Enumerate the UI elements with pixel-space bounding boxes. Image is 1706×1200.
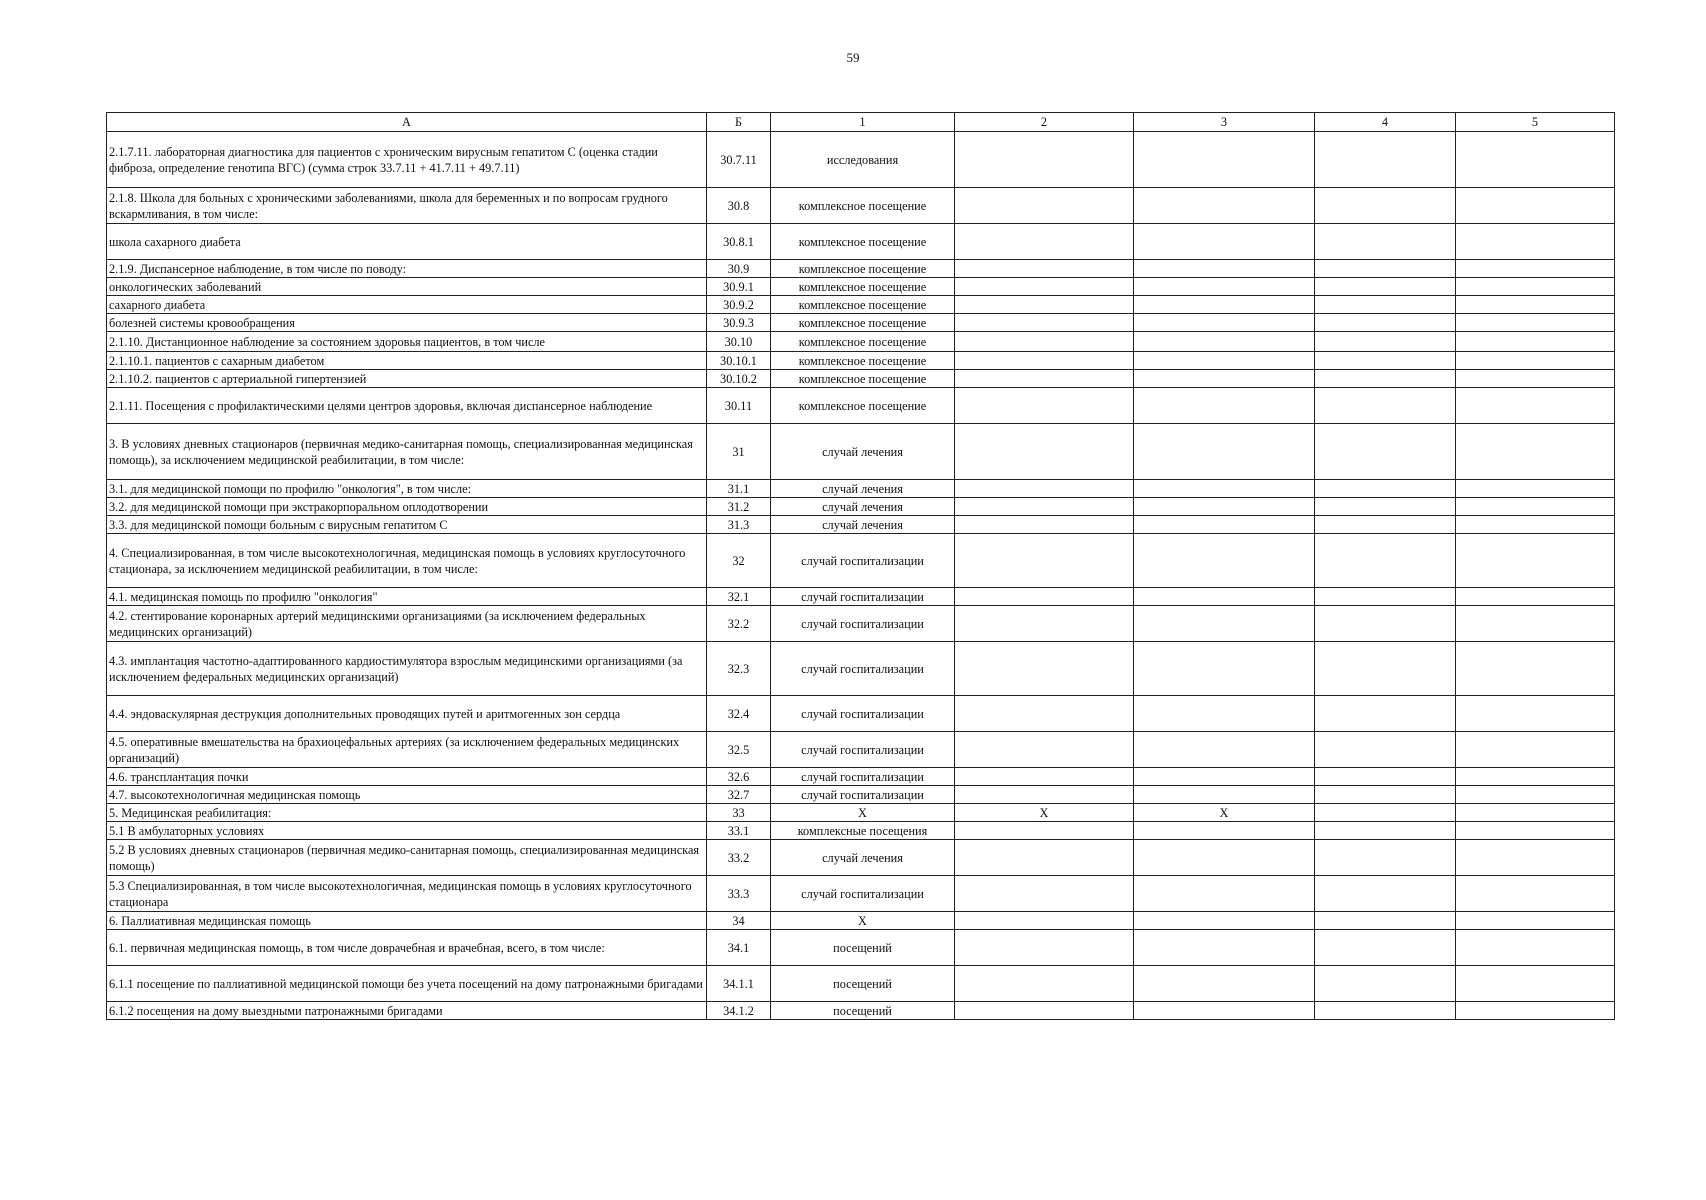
cell-col-5 (1456, 822, 1615, 840)
cell-name: 5.1 В амбулаторных условиях (107, 822, 707, 840)
cell-col-2 (955, 332, 1134, 352)
table-row (107, 498, 1615, 516)
cell-col-3: X (1134, 804, 1315, 822)
table-row (107, 388, 1615, 424)
cell-col-2 (955, 840, 1134, 876)
table-row (107, 480, 1615, 498)
cell-code: 30.8.1 (707, 224, 771, 260)
cell-name: 2.1.10. Дистанционное наблюдение за состоянием здоровья пациентов, в том числе (107, 332, 707, 352)
cell-name: 4.3. имплантация частотно-адаптированного кардиостимулятора взрослым медицинскими организациями (за исключением федеральных медицинских организаций) (107, 642, 707, 696)
cell-name: 2.1.10.2. пациентов с артериальной гипертензией (107, 370, 707, 388)
cell-col-5 (1456, 188, 1615, 224)
cell-col-2 (955, 480, 1134, 498)
cell-name: 4.4. эндоваскулярная деструкция дополнительных проводящих путей и аритмогенных зон сердца (107, 696, 707, 732)
cell-col-5 (1456, 314, 1615, 332)
cell-name: 4.2. стентирование коронарных артерий медицинскими организациями (за исключением федеральных медицинских организаций) (107, 606, 707, 642)
cell-name: 6.1.1 посещение по паллиативной медицинской помощи без учета посещений на дому патронажными бригадами (107, 966, 707, 1002)
cell-code: 30.7.11 (707, 132, 771, 188)
cell-col-4 (1315, 188, 1456, 224)
cell-name: 4.6. трансплантация почки (107, 768, 707, 786)
cell-col-3 (1134, 352, 1315, 370)
cell-col-2 (955, 260, 1134, 278)
cell-unit: случай госпитализации (771, 768, 955, 786)
table-row (107, 278, 1615, 296)
table-row (107, 314, 1615, 332)
cell-col-3 (1134, 224, 1315, 260)
cell-name: 3.1. для медицинской помощи по профилю "онкология", в том числе: (107, 480, 707, 498)
cell-name: болезней системы кровообращения (107, 314, 707, 332)
cell-col-4 (1315, 912, 1456, 930)
cell-unit: случай госпитализации (771, 534, 955, 588)
cell-col-3 (1134, 332, 1315, 352)
cell-col-4 (1315, 260, 1456, 278)
cell-name: 5.2 В условиях дневных стационаров (первичная медико-санитарная помощь, специализированная медицинская помощь) (107, 840, 707, 876)
cell-col-5 (1456, 370, 1615, 388)
cell-col-3 (1134, 696, 1315, 732)
cell-code: 33 (707, 804, 771, 822)
cell-col-2 (955, 642, 1134, 696)
cell-unit: комплексное посещение (771, 188, 955, 224)
cell-unit: случай госпитализации (771, 588, 955, 606)
cell-col-5 (1456, 642, 1615, 696)
table-row (107, 332, 1615, 352)
cell-col-2 (955, 498, 1134, 516)
table-row (107, 260, 1615, 278)
header-col-2: 2 (955, 113, 1134, 132)
cell-col-4 (1315, 278, 1456, 296)
cell-col-3 (1134, 534, 1315, 588)
cell-col-3 (1134, 480, 1315, 498)
cell-unit: посещений (771, 966, 955, 1002)
cell-col-4 (1315, 132, 1456, 188)
cell-name: 2.1.8. Школа для больных с хроническими заболеваниями, школа для беременных и по вопросам грудного вскармливания, в том числе: (107, 188, 707, 224)
cell-unit: случай лечения (771, 424, 955, 480)
cell-col-2 (955, 930, 1134, 966)
cell-col-4 (1315, 498, 1456, 516)
cell-unit: комплексное посещение (771, 278, 955, 296)
cell-col-5 (1456, 696, 1615, 732)
cell-col-4 (1315, 1002, 1456, 1020)
cell-col-4 (1315, 642, 1456, 696)
cell-col-5 (1456, 786, 1615, 804)
cell-col-5 (1456, 132, 1615, 188)
cell-name: 2.1.7.11. лабораторная диагностика для пациентов с хроническим вирусным гепатитом С (оценка стадии фиброза, определение генотипа ВГС) (сумма строк 33.7.11 + 41.7.11 + 49.7.11) (107, 132, 707, 188)
cell-unit: комплексное посещение (771, 224, 955, 260)
cell-code: 32.5 (707, 732, 771, 768)
cell-col-2: X (955, 804, 1134, 822)
cell-col-2 (955, 516, 1134, 534)
cell-unit: комплексное посещение (771, 260, 955, 278)
header-col-a: А (107, 113, 707, 132)
cell-name: 3.3. для медицинской помощи больным с вирусным гепатитом С (107, 516, 707, 534)
cell-col-4 (1315, 768, 1456, 786)
table-row (107, 840, 1615, 876)
cell-code: 30.9.1 (707, 278, 771, 296)
cell-col-3 (1134, 930, 1315, 966)
cell-unit: комплексное посещение (771, 296, 955, 314)
cell-col-2 (955, 822, 1134, 840)
cell-col-3 (1134, 588, 1315, 606)
cell-col-2 (955, 534, 1134, 588)
cell-code: 30.9.3 (707, 314, 771, 332)
cell-code: 30.8 (707, 188, 771, 224)
page-number: 59 (846, 50, 860, 65)
cell-col-2 (955, 188, 1134, 224)
table-body (107, 132, 1615, 1020)
table-row (107, 606, 1615, 642)
cell-unit: случай госпитализации (771, 696, 955, 732)
cell-name: школа сахарного диабета (107, 224, 707, 260)
cell-unit: случай лечения (771, 480, 955, 498)
cell-code: 33.2 (707, 840, 771, 876)
cell-code: 30.10.1 (707, 352, 771, 370)
header-col-b: Б (707, 113, 771, 132)
header-col-4: 4 (1315, 113, 1456, 132)
cell-name: 2.1.10.1. пациентов с сахарным диабетом (107, 352, 707, 370)
cell-col-4 (1315, 388, 1456, 424)
cell-col-2 (955, 388, 1134, 424)
table-row (107, 424, 1615, 480)
cell-col-4 (1315, 296, 1456, 314)
cell-name: 5. Медицинская реабилитация: (107, 804, 707, 822)
cell-col-3 (1134, 768, 1315, 786)
cell-col-3 (1134, 966, 1315, 1002)
report-table (106, 112, 1615, 1020)
table-row (107, 534, 1615, 588)
cell-name: 6.1.2 посещения на дому выездными патронажными бригадами (107, 1002, 707, 1020)
cell-unit: X (771, 912, 955, 930)
cell-col-4 (1315, 332, 1456, 352)
cell-code: 32.6 (707, 768, 771, 786)
cell-col-5 (1456, 588, 1615, 606)
cell-col-2 (955, 278, 1134, 296)
cell-col-5 (1456, 278, 1615, 296)
cell-code: 30.9.2 (707, 296, 771, 314)
cell-col-4 (1315, 480, 1456, 498)
cell-name: 4.7. высокотехнологичная медицинская помощь (107, 786, 707, 804)
cell-col-3 (1134, 132, 1315, 188)
cell-name: онкологических заболеваний (107, 278, 707, 296)
table-row (107, 516, 1615, 534)
cell-code: 34 (707, 912, 771, 930)
cell-code: 32.2 (707, 606, 771, 642)
cell-col-4 (1315, 224, 1456, 260)
cell-col-5 (1456, 332, 1615, 352)
cell-col-5 (1456, 732, 1615, 768)
header-col-5: 5 (1456, 113, 1615, 132)
cell-col-4 (1315, 588, 1456, 606)
cell-code: 34.1 (707, 930, 771, 966)
cell-col-5 (1456, 424, 1615, 480)
table-row (107, 132, 1615, 188)
cell-col-5 (1456, 876, 1615, 912)
cell-name: сахарного диабета (107, 296, 707, 314)
cell-col-2 (955, 768, 1134, 786)
cell-col-4 (1315, 606, 1456, 642)
cell-col-2 (955, 876, 1134, 912)
cell-code: 31.1 (707, 480, 771, 498)
cell-code: 30.9 (707, 260, 771, 278)
cell-unit: случай госпитализации (771, 876, 955, 912)
cell-unit: случай госпитализации (771, 606, 955, 642)
cell-col-2 (955, 224, 1134, 260)
cell-code: 31.2 (707, 498, 771, 516)
cell-code: 34.1.1 (707, 966, 771, 1002)
table-row (107, 768, 1615, 786)
cell-code: 31 (707, 424, 771, 480)
cell-col-5 (1456, 388, 1615, 424)
cell-col-2 (955, 370, 1134, 388)
cell-col-3 (1134, 732, 1315, 768)
table-row (107, 804, 1615, 822)
cell-code: 32 (707, 534, 771, 588)
cell-code: 32.4 (707, 696, 771, 732)
cell-col-2 (955, 966, 1134, 1002)
table-row (107, 224, 1615, 260)
cell-col-2 (955, 606, 1134, 642)
table-row (107, 966, 1615, 1002)
cell-unit: комплексное посещение (771, 388, 955, 424)
cell-unit: исследования (771, 132, 955, 188)
cell-unit: посещений (771, 930, 955, 966)
table-row (107, 188, 1615, 224)
cell-col-3 (1134, 822, 1315, 840)
cell-col-5 (1456, 606, 1615, 642)
cell-unit: X (771, 804, 955, 822)
cell-col-3 (1134, 606, 1315, 642)
cell-col-5 (1456, 498, 1615, 516)
cell-unit: случай госпитализации (771, 732, 955, 768)
cell-col-2 (955, 424, 1134, 480)
cell-code: 31.3 (707, 516, 771, 534)
table-row (107, 732, 1615, 768)
cell-col-3 (1134, 1002, 1315, 1020)
cell-unit: случай лечения (771, 840, 955, 876)
cell-col-2 (955, 912, 1134, 930)
cell-col-4 (1315, 930, 1456, 966)
table-row (107, 1002, 1615, 1020)
cell-col-3 (1134, 786, 1315, 804)
cell-col-3 (1134, 498, 1315, 516)
cell-name: 2.1.11. Посещения с профилактическими целями центров здоровья, включая диспансерное наблюдение (107, 388, 707, 424)
table-row (107, 642, 1615, 696)
cell-col-2 (955, 296, 1134, 314)
cell-col-5 (1456, 352, 1615, 370)
cell-name: 3.2. для медицинской помощи при экстракорпоральном оплодотворении (107, 498, 707, 516)
table-row (107, 588, 1615, 606)
cell-col-4 (1315, 516, 1456, 534)
cell-col-4 (1315, 370, 1456, 388)
cell-col-4 (1315, 424, 1456, 480)
cell-col-5 (1456, 224, 1615, 260)
cell-code: 30.11 (707, 388, 771, 424)
cell-col-3 (1134, 642, 1315, 696)
cell-col-3 (1134, 260, 1315, 278)
table-row (107, 822, 1615, 840)
cell-unit: комплексные посещения (771, 822, 955, 840)
cell-col-5 (1456, 260, 1615, 278)
cell-code: 32.3 (707, 642, 771, 696)
cell-col-3 (1134, 388, 1315, 424)
cell-col-4 (1315, 876, 1456, 912)
cell-code: 34.1.2 (707, 1002, 771, 1020)
cell-col-3 (1134, 876, 1315, 912)
cell-col-2 (955, 786, 1134, 804)
cell-col-4 (1315, 314, 1456, 332)
table-row (107, 296, 1615, 314)
cell-col-5 (1456, 804, 1615, 822)
cell-col-4 (1315, 966, 1456, 1002)
cell-col-4 (1315, 696, 1456, 732)
cell-col-4 (1315, 822, 1456, 840)
cell-col-5 (1456, 480, 1615, 498)
cell-name: 4.1. медицинская помощь по профилю "онкология" (107, 588, 707, 606)
cell-col-5 (1456, 296, 1615, 314)
cell-col-5 (1456, 534, 1615, 588)
cell-col-3 (1134, 516, 1315, 534)
cell-col-5 (1456, 1002, 1615, 1020)
cell-col-2 (955, 696, 1134, 732)
cell-col-3 (1134, 370, 1315, 388)
cell-col-3 (1134, 314, 1315, 332)
cell-code: 32.7 (707, 786, 771, 804)
cell-col-3 (1134, 188, 1315, 224)
cell-name: 5.3 Специализированная, в том числе высокотехнологичная, медицинская помощь в условиях круглосуточного стационара (107, 876, 707, 912)
cell-unit: комплексное посещение (771, 332, 955, 352)
cell-code: 33.1 (707, 822, 771, 840)
cell-unit: случай лечения (771, 498, 955, 516)
cell-col-3 (1134, 278, 1315, 296)
cell-col-3 (1134, 912, 1315, 930)
cell-col-4 (1315, 352, 1456, 370)
cell-unit: комплексное посещение (771, 352, 955, 370)
cell-col-5 (1456, 840, 1615, 876)
header-row (107, 113, 1615, 132)
cell-col-3 (1134, 840, 1315, 876)
cell-col-2 (955, 314, 1134, 332)
header-col-3: 3 (1134, 113, 1315, 132)
cell-col-4 (1315, 786, 1456, 804)
header-col-1: 1 (771, 113, 955, 132)
table-row (107, 370, 1615, 388)
table-row (107, 352, 1615, 370)
table-row (107, 696, 1615, 732)
cell-col-5 (1456, 516, 1615, 534)
cell-name: 4. Специализированная, в том числе высокотехнологичная, медицинская помощь в условиях круглосуточного стационара, за исключением медицинской реабилитации, в том числе: (107, 534, 707, 588)
cell-unit: комплексное посещение (771, 314, 955, 332)
table-row (107, 786, 1615, 804)
cell-col-4 (1315, 804, 1456, 822)
cell-col-3 (1134, 424, 1315, 480)
cell-col-4 (1315, 840, 1456, 876)
cell-unit: случай лечения (771, 516, 955, 534)
cell-col-4 (1315, 732, 1456, 768)
cell-name: 6. Паллиативная медицинская помощь (107, 912, 707, 930)
cell-code: 33.3 (707, 876, 771, 912)
cell-code: 32.1 (707, 588, 771, 606)
cell-col-2 (955, 132, 1134, 188)
cell-name: 4.5. оперативные вмешательства на брахиоцефальных артериях (за исключением федеральных медицинских организаций) (107, 732, 707, 768)
cell-code: 30.10 (707, 332, 771, 352)
cell-name: 2.1.9. Диспансерное наблюдение, в том числе по поводу: (107, 260, 707, 278)
cell-col-2 (955, 588, 1134, 606)
cell-unit: случай госпитализации (771, 786, 955, 804)
table-row (107, 876, 1615, 912)
cell-col-2 (955, 1002, 1134, 1020)
cell-col-3 (1134, 296, 1315, 314)
cell-col-5 (1456, 966, 1615, 1002)
cell-name: 3. В условиях дневных стационаров (первичная медико-санитарная помощь, специализированная медицинская помощь), за исключением медицинской реабилитации, в том числе: (107, 424, 707, 480)
table-row (107, 912, 1615, 930)
cell-col-2 (955, 352, 1134, 370)
cell-unit: случай госпитализации (771, 642, 955, 696)
cell-col-4 (1315, 534, 1456, 588)
cell-code: 30.10.2 (707, 370, 771, 388)
cell-col-5 (1456, 912, 1615, 930)
cell-col-5 (1456, 768, 1615, 786)
cell-name: 6.1. первичная медицинская помощь, в том числе доврачебная и врачебная, всего, в том числе: (107, 930, 707, 966)
cell-unit: посещений (771, 1002, 955, 1020)
cell-unit: комплексное посещение (771, 370, 955, 388)
cell-col-5 (1456, 930, 1615, 966)
cell-col-2 (955, 732, 1134, 768)
table-row (107, 930, 1615, 966)
